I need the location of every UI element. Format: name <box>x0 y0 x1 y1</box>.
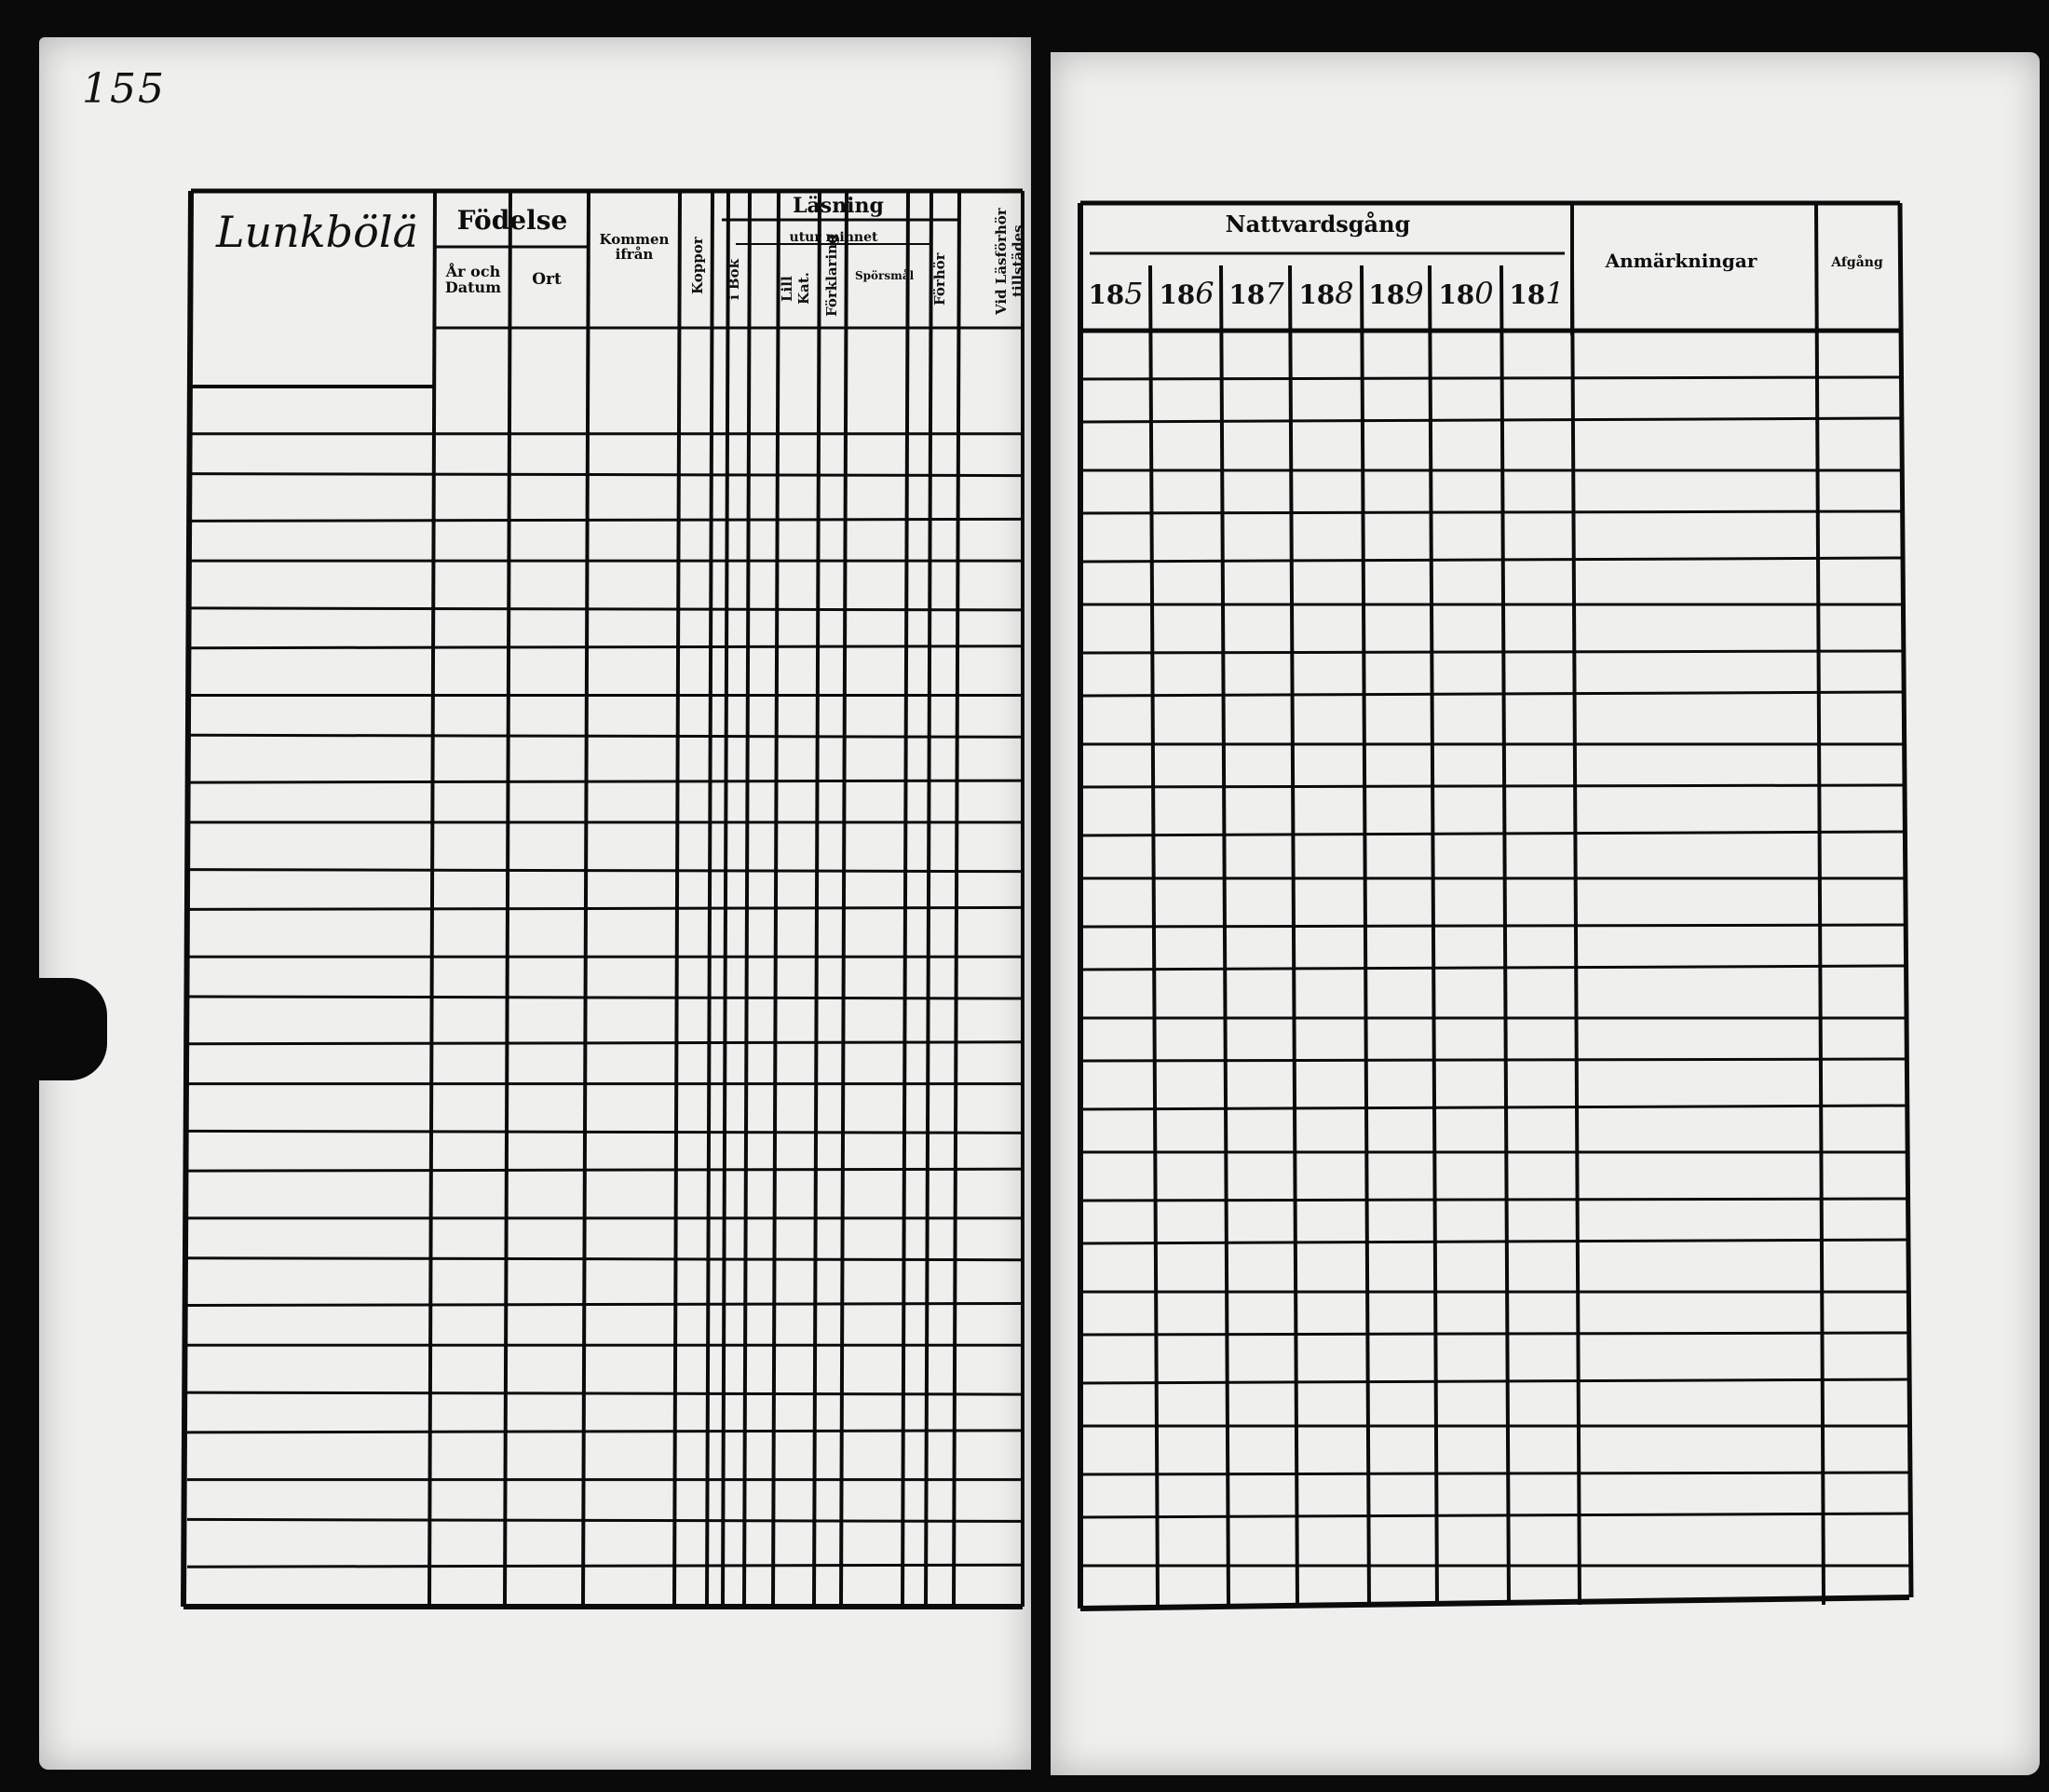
header-utur-minnet: utur minnet <box>789 230 878 245</box>
year-header <box>1082 276 1149 311</box>
row-line <box>1080 418 1901 422</box>
row-line <box>187 1519 1023 1521</box>
column-line <box>1572 265 1580 1605</box>
row-line <box>187 1565 1023 1567</box>
header-ar-och-datum: År och Datum <box>444 263 502 296</box>
row-line <box>1080 558 1902 562</box>
table-border <box>1900 203 1911 1597</box>
header-fodelse: Födelse <box>456 205 568 236</box>
row-line <box>1080 511 1901 513</box>
row-line <box>187 781 1023 782</box>
village-name: Lunkbölä <box>216 207 418 257</box>
row-line <box>187 646 1023 648</box>
row-line <box>1080 1514 1908 1517</box>
row-line <box>187 1431 1023 1432</box>
header-lasning: Läsning <box>793 194 884 218</box>
year-printed: 18 <box>1298 279 1336 310</box>
header-forklaring: Förklaring <box>823 234 840 317</box>
column-line <box>1816 203 1824 1605</box>
year-printed: 18 <box>1368 279 1405 310</box>
row-line <box>1080 1106 1906 1109</box>
row-line <box>1080 1473 1908 1474</box>
row-line <box>1080 651 1903 653</box>
year-handwritten: 0 <box>1474 276 1494 311</box>
header-kommen-ifran: Kommen ifrån <box>599 231 670 263</box>
year-printed: 18 <box>1438 279 1475 310</box>
row-line <box>187 1392 1023 1394</box>
header-nattvardsgang: Nattvardsgång <box>1225 210 1411 238</box>
year-printed: 18 <box>1228 279 1266 310</box>
row-line <box>1080 1333 1907 1335</box>
year-printed: 18 <box>1088 279 1125 310</box>
row-line <box>1080 1059 1906 1061</box>
year-handwritten: 5 <box>1124 276 1144 311</box>
row-line <box>1080 377 1900 379</box>
row-line <box>1080 1199 1907 1201</box>
row-line <box>187 1304 1023 1306</box>
header-vid-lasforh: Vid Läsförhör tillstädes <box>993 208 1026 315</box>
year-header <box>1432 276 1499 311</box>
header-lill-kat: Lill Kat. <box>779 272 812 305</box>
year-header <box>1293 276 1360 311</box>
year-printed: 18 <box>1159 279 1196 310</box>
header-i-bok: i Bok <box>726 259 742 300</box>
header-koppor: Koppor <box>689 237 706 294</box>
row-line <box>187 474 1023 476</box>
table-border <box>1080 1597 1909 1609</box>
year-header <box>1363 276 1430 311</box>
header-spor-mal: Spörsmål <box>855 269 915 282</box>
row-line <box>1080 925 1905 927</box>
column-line <box>1362 265 1369 1605</box>
header-forhor: Förhör <box>931 252 948 306</box>
row-line <box>1080 966 1905 970</box>
column-line <box>1150 265 1158 1605</box>
header-afgang: Afgång <box>1831 255 1883 270</box>
row-line <box>187 1258 1023 1260</box>
year-handwritten: 6 <box>1195 276 1214 311</box>
row-line <box>1080 1240 1907 1243</box>
row-line <box>187 1131 1023 1133</box>
row-line <box>1080 785 1904 787</box>
year-handwritten: 8 <box>1335 276 1354 311</box>
row-line <box>1080 832 1904 835</box>
row-line <box>187 997 1023 998</box>
row-line <box>187 1169 1023 1171</box>
column-line <box>1501 265 1509 1605</box>
year-handwritten: 7 <box>1265 276 1284 311</box>
row-line <box>187 735 1023 737</box>
year-handwritten: 9 <box>1404 276 1424 311</box>
row-line <box>187 519 1023 521</box>
row-line <box>187 1042 1023 1044</box>
year-header <box>1503 276 1570 311</box>
column-line <box>1290 265 1297 1605</box>
header-ort: Ort <box>532 270 562 289</box>
year-printed: 18 <box>1509 279 1546 310</box>
column-line <box>1221 265 1228 1605</box>
year-header <box>1153 276 1220 311</box>
column-line <box>1430 265 1437 1605</box>
year-header <box>1223 276 1290 311</box>
row-line <box>187 870 1023 872</box>
page-number: 155 <box>82 65 166 113</box>
row-line <box>1080 1379 1907 1383</box>
row-line <box>187 907 1023 909</box>
row-line <box>1080 692 1903 696</box>
row-line <box>187 608 1023 610</box>
table-border <box>183 191 191 1607</box>
year-handwritten: 1 <box>1545 276 1565 311</box>
header-anmarkningar: Anmärkningar <box>1605 250 1757 272</box>
